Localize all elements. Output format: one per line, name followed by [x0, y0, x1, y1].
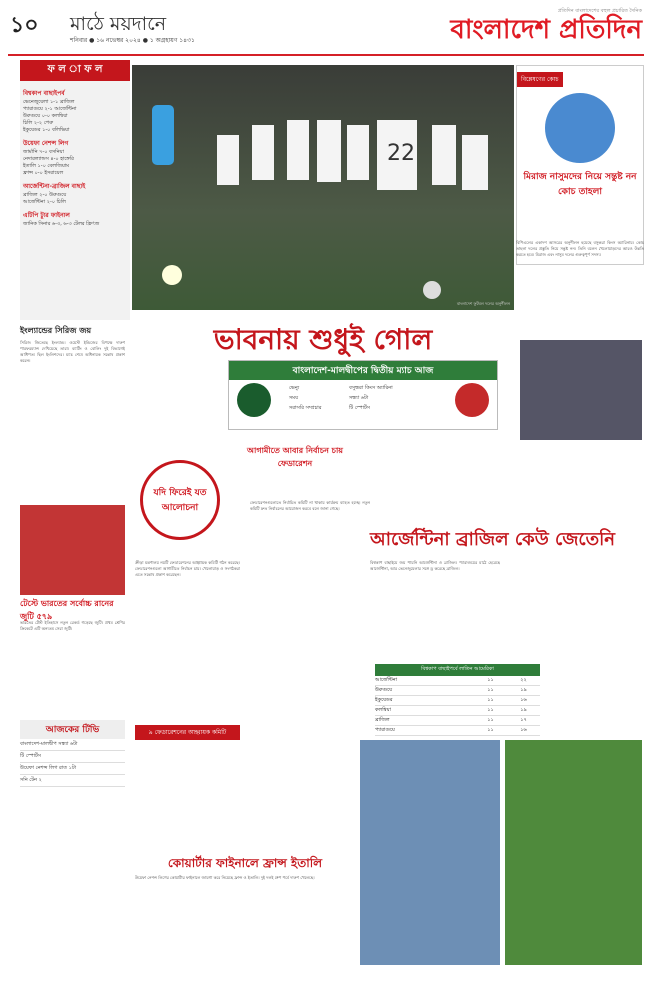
- results-box: [20, 60, 130, 320]
- result-line: উরুগুয়ে ০-০ কলম্বিয়া: [23, 113, 68, 119]
- standings-pts: ১৭: [520, 717, 527, 723]
- bangladesh-flag-icon: [237, 383, 271, 417]
- newspaper-logo: [446, 8, 642, 45]
- result-line: ফ্রান্স ০-০ ইসরায়েল: [23, 170, 64, 176]
- standings-team: কলম্বিয়া: [375, 707, 391, 713]
- qf-body: উয়েফা নেশন্স লিগের কোয়ার্টার ফাইনালে জায়গা করে নিয়েছে ফ্রান্স ও ইতালি। দুই দলই গ্রুপ পর্বে দারুণ খেলেছে।: [135, 875, 315, 880]
- sinner-photo: [520, 340, 642, 440]
- quote-text: যদি ফিরেই যত আলোচনা: [153, 488, 207, 513]
- photo-caption: বাংলাদেশ ফুটবল দলের অনুশীলন: [456, 301, 510, 306]
- match-title: বাংলাদেশ-মালদ্বীপের দ্বিতীয় ম্যাচ আজ: [229, 361, 497, 380]
- standings-table: [375, 664, 540, 736]
- standings-p: ১১: [487, 687, 494, 693]
- argbra-body: বিশ্বকাপ বাছাইয়ে জয় পায়নি আর্জেন্টিনা ও ব্রাজিল। প্যারাগুয়ের মাঠে হেরেছে আর্জেন্টিনা, আর ভেনেজুয়েলার সঙ্গে ড্র করেছে ব্রাজিল।: [370, 560, 500, 571]
- page-title: মাঠে ময়দানে: [70, 13, 167, 35]
- cricket-record-body: ভারতের টেস্ট ইতিহাসে নতুন রেকর্ড গড়েছে জুটি। প্রথম শ্রেণির ক্রিকেটে এটি অন্যতম সেরা জুটি।: [20, 620, 125, 631]
- standings-p: ১১: [487, 697, 494, 703]
- coach-box: [516, 65, 644, 265]
- tv-label: সরাসরি সম্প্রচার: [289, 405, 322, 411]
- tv-guide: [20, 720, 125, 970]
- venue-value: বসুন্ধরা কিংস অ্যারিনা: [349, 385, 393, 391]
- standings-row: [375, 726, 540, 736]
- messi-photo: [360, 740, 500, 965]
- standings-pts: ২২: [520, 677, 527, 683]
- standings-p: ১১: [487, 727, 494, 733]
- quote-circle: [140, 460, 220, 540]
- players-illustration: [132, 65, 514, 310]
- result-line: জানিক সিনার ৬-৩, ৬-৩ টেলর ফ্রিৎজ: [23, 221, 100, 227]
- result-line: ইতালি ১-০ বেলজিয়াম: [23, 163, 70, 169]
- results-group-title: বিশ্বকাপ বাছাইপর্ব: [23, 90, 65, 97]
- standings-team: আর্জেন্টিনা: [375, 677, 398, 683]
- logo-tagline: প্রতিদিন বাংলাদেশের বহুল প্রচারিত দৈনিক: [557, 8, 642, 14]
- england-title: ইংল্যান্ডের সিরিজ জয়: [20, 326, 92, 335]
- result-line: প্যারাগুয়ে ২-১ আর্জেন্টিনা: [23, 106, 77, 112]
- brazil-player-photo: [505, 740, 642, 965]
- standings-row: [375, 676, 540, 686]
- result-line: চিলি ২-২ পেরু: [23, 120, 54, 126]
- time-label: সময়: [289, 395, 299, 401]
- england-body: সিরিজ জিতেছে ইংল্যান্ড। ওয়েস্ট ইন্ডিজের বিপক্ষে দারুণ পারফরম্যান্স দেখিয়েছে তারা। ব্যাটিং ও বোলিং দুই বিভাগেই আধিপত্য ছিল ইংলিশদের। ম্যাচ শেষে অধিনায়ক সন্তোষ প্রকাশ করেন।: [20, 340, 125, 363]
- results-group-title: আর্জেন্টিনা-ব্রাজিল বাছাই: [23, 183, 86, 190]
- result-line: ইকুয়েডর ১-০ বলিভিয়া: [23, 127, 70, 133]
- standings-title: বিশ্বকাপ বাছাইপর্বে লাতিন আমেরিকা: [375, 664, 540, 676]
- venue-label: ভেন্যু: [289, 385, 300, 391]
- maldives-flag-icon: [455, 383, 489, 417]
- tv-title: আজকের টিভি: [20, 720, 125, 739]
- tv-line: বাংলাদেশ-মালদ্বীপ সন্ধ্যা ৬টা: [20, 739, 125, 751]
- result-line: আর্জেন্টিনা ২-০ চিলি: [23, 199, 66, 205]
- main-headline: ভাবনায় শুধুই গোল: [213, 323, 433, 356]
- standings-row: [375, 716, 540, 726]
- results-list: [20, 81, 130, 231]
- standings-rows: [375, 676, 540, 736]
- standings-pts: ১৬: [520, 697, 527, 703]
- standings-p: ১১: [487, 707, 494, 713]
- argbra-headline: আর্জেন্টিনা ব্রাজিল কেউ জেতেনি: [370, 529, 616, 550]
- standings-p: ১১: [487, 677, 494, 683]
- result-line: ব্রাজিল ২-০ উরুগুয়ে: [23, 192, 67, 198]
- federation-headline: আগামীতে আবার নির্বাচন চায় ফেডারেশন: [247, 446, 343, 468]
- standings-pts: ১৯: [520, 707, 527, 713]
- standings-team: প্যারাগুয়ে: [375, 727, 395, 733]
- standings-pts: ১৬: [520, 727, 527, 733]
- results-title: ফ ল া ফ ল: [20, 60, 130, 81]
- coach-body: বিপিএলের একাদশ আসরের অনুশীলন হয়েছে বসুন্ধরা কিংস অ্যারিনায়। কোচ তাহলা দলের প্রস্তুতি নিয়ে সন্তুষ্ট নন। তিনি বলেন খেলোয়াড়দের আরও উন্নতি করতে হবে। মিরাজ এবং নাসুম দলের গুরুত্বপূর্ণ সদস্য।: [516, 240, 644, 257]
- cricketer-photo: [20, 505, 125, 595]
- time-value: সন্ধ্যা ৬টা: [349, 395, 369, 401]
- results-group-title: এটিপি ট্যুর ফাইনাল: [23, 212, 70, 219]
- page-number: ১০: [10, 13, 39, 38]
- result-line: ভেনেজুয়েলা ১-১ ব্রাজিল: [23, 99, 75, 105]
- standings-row: [375, 706, 540, 716]
- federation-body-2: ফেডারেশনগুলোতে নির্বাচিত কমিটি না থাকায় কার্যক্রম ব্যাহত হচ্ছে। নতুন কমিটি দ্রুত নির্বাচনের আয়োজন করবে বলে জানা গেছে।: [250, 500, 370, 511]
- logo-text: বাংলাদেশ প্রতিদিন: [450, 15, 642, 45]
- standings-pts: ১৯: [520, 687, 527, 693]
- coach-headline: মিরাজ নাসুমদের নিয়ে সন্তুষ্ট নন কোচ তাহলা: [523, 172, 637, 197]
- match-info-box: [228, 360, 498, 430]
- result-line: জার্মানি ৭-০ বসনিয়া: [23, 149, 64, 155]
- tv-value: টি স্পোর্টস: [349, 405, 370, 411]
- cricket-record-title: টেস্টে ভারতের সর্বোচ্চ রানের জুটি ৫৭৯: [20, 599, 114, 621]
- coach-label: বিশ্লেষণের কোচ: [517, 72, 563, 87]
- svg-text:22: 22: [387, 141, 415, 166]
- results-group-title: উয়েফা নেশন্স লিগ: [23, 140, 69, 147]
- date-line: শনিবার ● ১৬ নভেম্বর ২০২৪ ● ১ অগ্রহায়ণ ১৪৩১: [70, 37, 195, 44]
- header-rule: [8, 54, 644, 56]
- tv-line: টি স্পোর্টস: [20, 751, 125, 763]
- standings-p: ১১: [487, 717, 494, 723]
- standings-row: [375, 696, 540, 706]
- federation-body: ক্রীড়া মন্ত্রণালয় নয়টি ফেডারেশনের আহ্বায়ক কমিটি গঠন করেছে। ফেডারেশনগুলো আগামীতে নির্বাচন চায়। খেলোয়াড় ও সংগঠকরা এতে সন্তোষ প্রকাশ করেছেন।: [135, 560, 240, 577]
- qf-headline: কোয়ার্টার ফাইনালে ফ্রান্স ইতালি: [167, 856, 323, 870]
- tv-line: উয়েফা নেশন্স লিগ রাত ১টা: [20, 763, 125, 775]
- federation-box: ৯ ফেডারেশনের আহ্বায়ক কমিটি: [135, 725, 240, 740]
- team-photo: [132, 65, 514, 310]
- standings-team: উরুগুয়ে: [375, 687, 393, 693]
- tv-line: সনি টেন ২: [20, 775, 125, 787]
- standings-team: ইকুয়েডর: [375, 697, 393, 703]
- result-line: নেদারল্যান্ডস ৪-০ হাঙ্গেরি: [23, 156, 74, 162]
- standings-team: ব্রাজিল: [375, 717, 390, 723]
- coach-avatar: [545, 93, 615, 163]
- tv-list: [20, 739, 125, 787]
- standings-row: [375, 686, 540, 696]
